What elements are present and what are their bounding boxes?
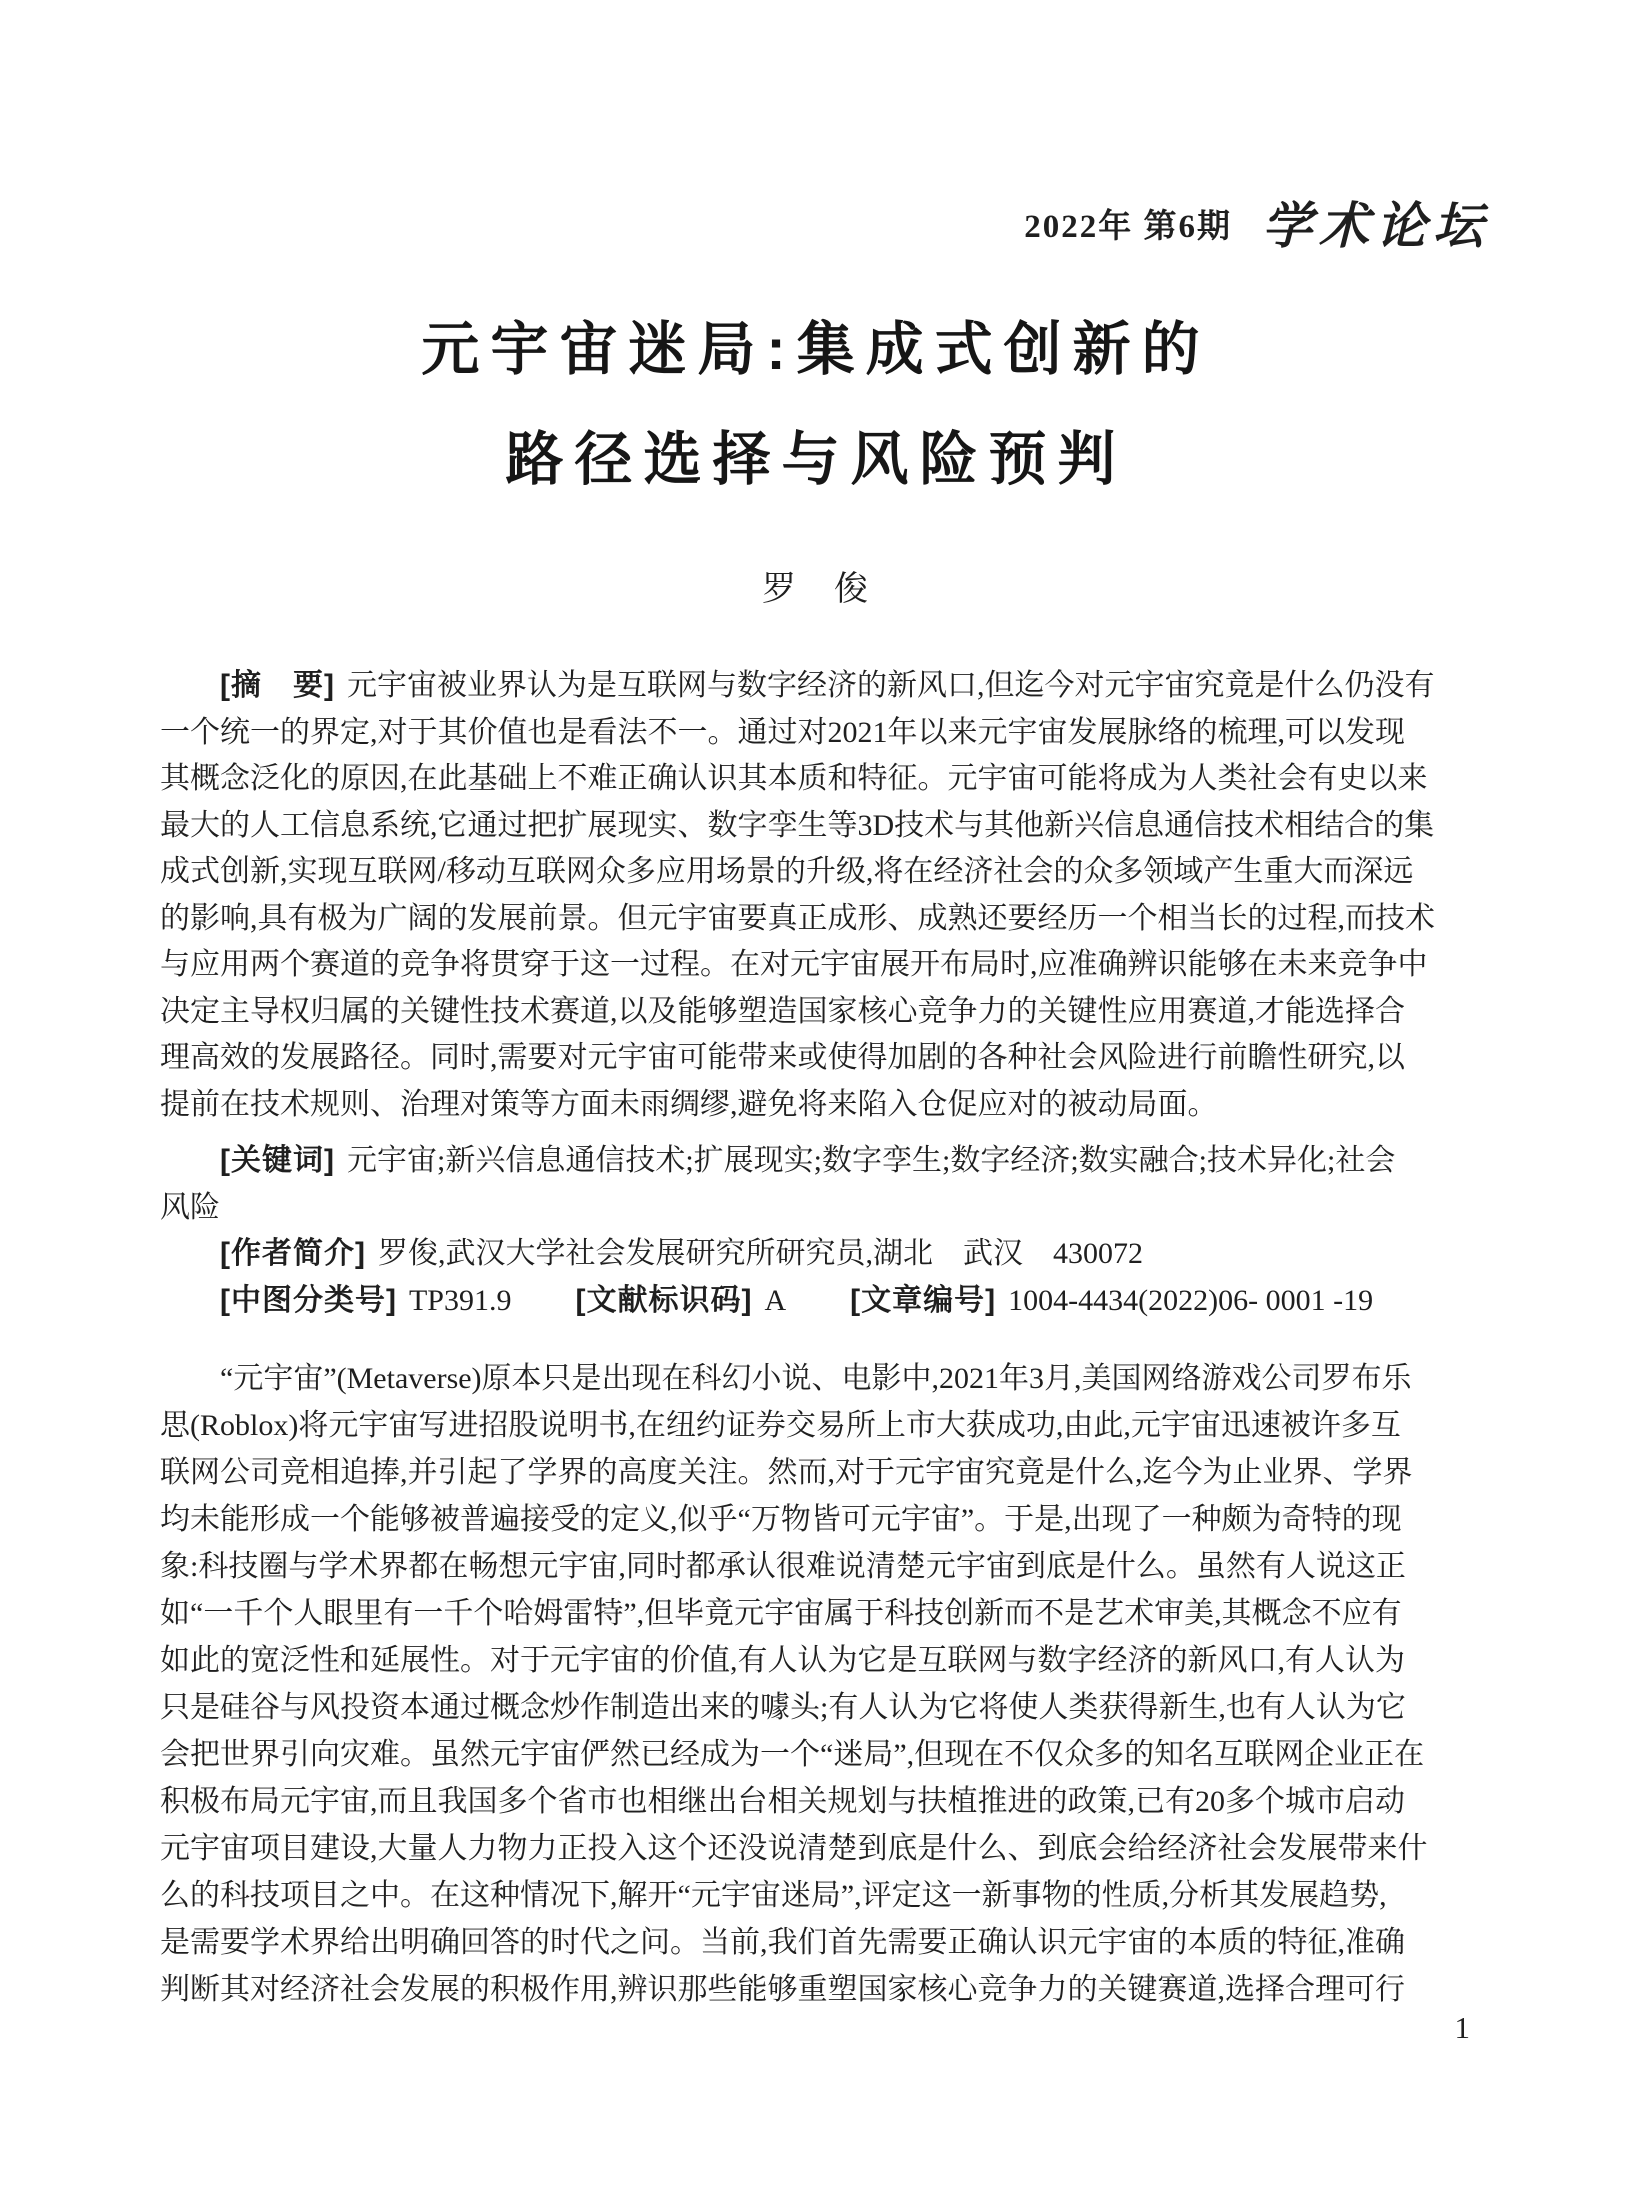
text-line: 元宇宙项目建设,大量人力物力正投入这个还没说清楚到底是什么、到底会给经济社会发展带来什 (160, 1832, 1428, 1865)
article-title-line1: 元宇宙迷局:集成式创新的 (421, 317, 1211, 382)
body-first-line: “元宇宙”(Metaverse)原本只是出现在科幻小说、电影中,2021年3月,美国网络游戏公司罗布乐 (220, 1362, 1412, 1395)
text-line: 与应用两个赛道的竞争将贯穿于这一过程。在对元宇宙展开布局时,应准确辨识能够在未来竞争中 (160, 948, 1428, 981)
text-line: 最大的人工信息系统,它通过把扩展现实、数字孪生等3D技术与其他新兴信息通信技术相结合的集 (160, 808, 1435, 842)
text-line: 均未能形成一个能够被普遍接受的定义,似乎“万物皆可元宇宙”。于是,出现了一种颇为奇特的现 (160, 1503, 1402, 1536)
text-line: 联网公司竞相追捧,并引起了学界的高度关注。然而,对于元宇宙究竟是什么,迄今为止业界、学界 (160, 1456, 1413, 1489)
abstract-label: [摘 要] (220, 669, 335, 702)
body-paragraph (160, 1355, 1490, 2013)
clc-label: [中图分类号] (220, 1283, 397, 1317)
classification-line (160, 1278, 1490, 1325)
text-line: 么的科技项目之中。在这种情况下,解开“元宇宙迷局”,评定这一新事物的性质,分析其发展趋势, (160, 1879, 1387, 1912)
doc-code-value: A (764, 1283, 787, 1317)
article-title (0, 295, 1632, 515)
author-bio-line (160, 1231, 1490, 1278)
text-line: 决定主导权归属的关键性技术赛道,以及能够塑造国家核心竞争力的关键性应用赛道,才能选择合 (160, 994, 1405, 1028)
page-header (160, 198, 1490, 267)
abstract-lines (160, 710, 1490, 1129)
text-line: 如“一千个人眼里有一千个哈姆雷特”,但毕竟元宇宙属于科技创新而不是艺术审美,其概念不应有 (160, 1597, 1402, 1630)
text-line: 成式创新,实现互联网/移动互联网众多应用场景的升级,将在经济社会的众多领域产生重大而深远 (160, 855, 1414, 888)
issue-label: 2022年 第6期 (1024, 209, 1232, 245)
keywords-text-start: 元宇宙;新兴信息通信技术;扩展现实;数字孪生;数字经济;数实融合;技术异化;社会 (346, 1144, 1396, 1177)
text-line: 如此的宽泛性和延展性。对于元宇宙的价值,有人认为它是互联网与数字经济的新风口,有人认为 (160, 1644, 1405, 1677)
keywords-second-line: 风险 (160, 1190, 220, 1224)
text-line: 是需要学术界给出明确回答的时代之问。当前,我们首先需要正确认识元宇宙的本质的特征,准确 (160, 1926, 1405, 1959)
text-line: 判断其对经济社会发展的积极作用,辨识那些能够重塑国家核心竞争力的关键赛道,选择合理可行 (160, 1973, 1405, 2006)
text-line: 其概念泛化的原因,在此基础上不难正确认识其本质和特征。元宇宙可能将成为人类社会有史以来 (160, 762, 1428, 795)
text-line: 理高效的发展路径。同时,需要对元宇宙可能带来或使得加剧的各种社会风险进行前瞻性研究,以 (160, 1041, 1405, 1074)
author-bio-label: [作者简介] (220, 1237, 366, 1270)
author-name: 罗 俊 (762, 571, 870, 608)
text-line: 一个统一的界定,对于其价值也是看法不一。通过对2021年以来元宇宙发展脉络的梳理,可以发现 (160, 715, 1405, 749)
journal-logo: 学术论坛 (1262, 196, 1490, 255)
text-line: 象:科技圈与学术界都在畅想元宇宙,同时都承认很难说清楚元宇宙到底是什么。虽然有人说这正 (160, 1550, 1406, 1583)
front-matter (160, 663, 1490, 1324)
text-line: 思(Roblox)将元宇宙写进招股说明书,在纽约证券交易所上市大获成功,由此,元宇宙迅速被许多互 (160, 1409, 1401, 1442)
keywords-label: [关键词] (220, 1144, 335, 1177)
text-line: 会把世界引向灾难。虽然元宇宙俨然已经成为一个“迷局”,但现在不仅众多的知名互联网企业正在 (160, 1738, 1425, 1771)
article-id-value: 1004-4434(2022)06- 0001 -19 (1008, 1283, 1374, 1317)
text-line: 积极布局元宇宙,而且我国多个省市也相继出台相关规划与扶植推进的政策,已有20多个城市启动 (160, 1785, 1405, 1818)
text-line: 的影响,具有极为广阔的发展前景。但元宇宙要真正成形、成熟还要经历一个相当长的过程,而技术 (160, 901, 1435, 935)
text-line: 提前在技术规则、治理对策等方面未雨绸缪,避免将来陷入仓促应对的被动局面。 (160, 1087, 1218, 1121)
article-title-line2: 路径选择与风险预判 (505, 427, 1127, 492)
doc-code-label: [文献标识码] (575, 1283, 753, 1317)
author-bio-text: 罗俊,武汉大学社会发展研究所研究员,湖北 武汉 430072 (377, 1237, 1143, 1270)
abstract-first-line (160, 663, 1490, 710)
page-number: 1 (1454, 2010, 1470, 2045)
article-id-label: [文章编号] (850, 1283, 997, 1317)
text-line: 只是硅谷与风投资本通过概念炒作制造出来的噱头;有人认为它将使人类获得新生,也有人认为它 (160, 1691, 1406, 1724)
abstract-text-start: 元宇宙被业界认为是互联网与数字经济的新风口,但迄今对元宇宙究竟是什么仍没有 (346, 669, 1435, 702)
clc-value: TP391.9 (408, 1283, 512, 1317)
keywords-first-line (160, 1138, 1490, 1185)
body-lines (160, 1402, 1490, 2013)
